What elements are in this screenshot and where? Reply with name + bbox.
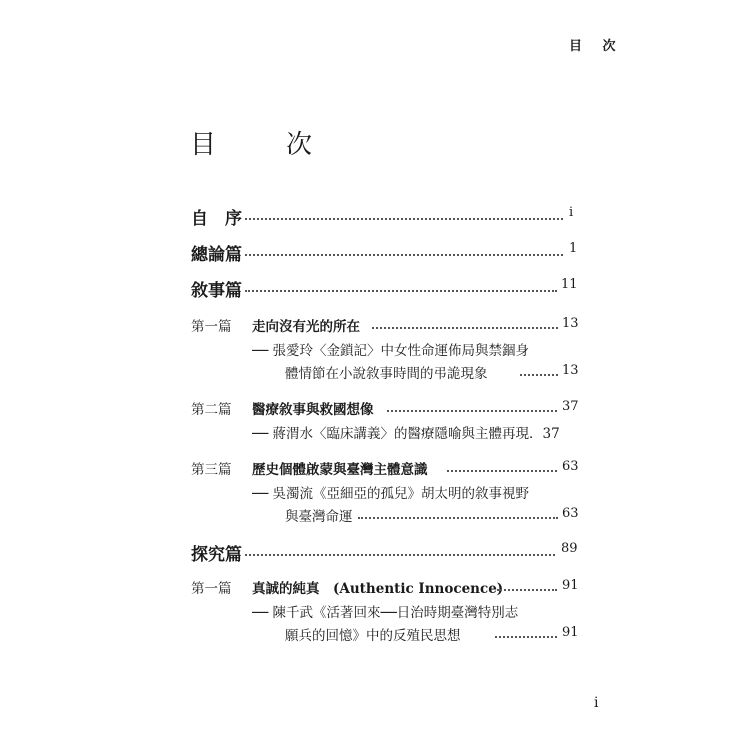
chapter-page: 63 [562, 506, 579, 521]
chapter-subtitle: 體情節在小說敘事時間的弔詭現象 [285, 366, 488, 382]
toc-narrative-label[interactable]: 敘事篇 [191, 281, 242, 301]
chapter-subtitle: ── 陳千武《活著回來──日治時期臺灣特別志 [252, 605, 519, 621]
chapter-page: 63 [562, 459, 579, 474]
chapter-title[interactable]: 歷史個體啟蒙與臺灣主體意識 [252, 462, 428, 478]
toc-leader [520, 374, 558, 376]
chapter-number: 第二篇 [191, 402, 232, 418]
chapter-subtitle: ── 張愛玲〈金鎖記〉中女性命運佈局與禁錮身 [252, 343, 530, 359]
chapter-page: 91 [562, 578, 579, 593]
toc-inquiry-page: 89 [561, 541, 578, 556]
chapter-subtitle: ── 吳濁流《亞細亞的孤兒》胡太明的敘事視野 [252, 486, 530, 502]
chapter-page: 13 [562, 363, 579, 378]
toc-leader [245, 554, 555, 556]
chapter-page: 13 [562, 316, 579, 331]
toc-preface-page: i [569, 205, 574, 220]
toc-inquiry-label[interactable]: 探究篇 [191, 545, 242, 565]
toc-general-label[interactable]: 總論篇 [191, 245, 242, 265]
chapter-number: 第一篇 [191, 581, 232, 597]
chapter-page: 91 [562, 625, 579, 640]
toc-leader [245, 218, 563, 220]
page-number: i [594, 695, 599, 711]
chapter-page: 37 [562, 399, 579, 414]
toc-preface-label[interactable]: 自 序 [191, 209, 242, 229]
toc-leader [358, 517, 558, 519]
chapter-subtitle: ── 蔣渭水〈臨床講義〉的醫療隱喻與主體再現．37 [252, 426, 560, 442]
chapter-subtitle: 與臺灣命運 [285, 509, 353, 525]
toc-leader [245, 254, 563, 256]
chapter-number: 第三篇 [191, 462, 232, 478]
chapter-title[interactable]: 真誠的純真 (Authentic Innocence) [252, 581, 504, 597]
chapter-title[interactable]: 走向沒有光的所在 [252, 319, 360, 335]
page-title: 目 次 [190, 130, 335, 160]
toc-leader [387, 410, 557, 412]
toc-narrative-page: 11 [561, 277, 578, 292]
toc-leader [497, 589, 557, 591]
toc-leader [495, 636, 557, 638]
running-head: 目 次 [569, 39, 624, 54]
toc-leader [372, 327, 558, 329]
chapter-subtitle: 願兵的回憶》中的反殖民思想 [285, 628, 461, 644]
toc-leader [447, 470, 557, 472]
chapter-title[interactable]: 醫療敘事與救國想像 [252, 402, 374, 418]
toc-leader [245, 290, 557, 292]
chapter-number: 第一篇 [191, 319, 232, 335]
toc-general-page: 1 [569, 241, 578, 256]
